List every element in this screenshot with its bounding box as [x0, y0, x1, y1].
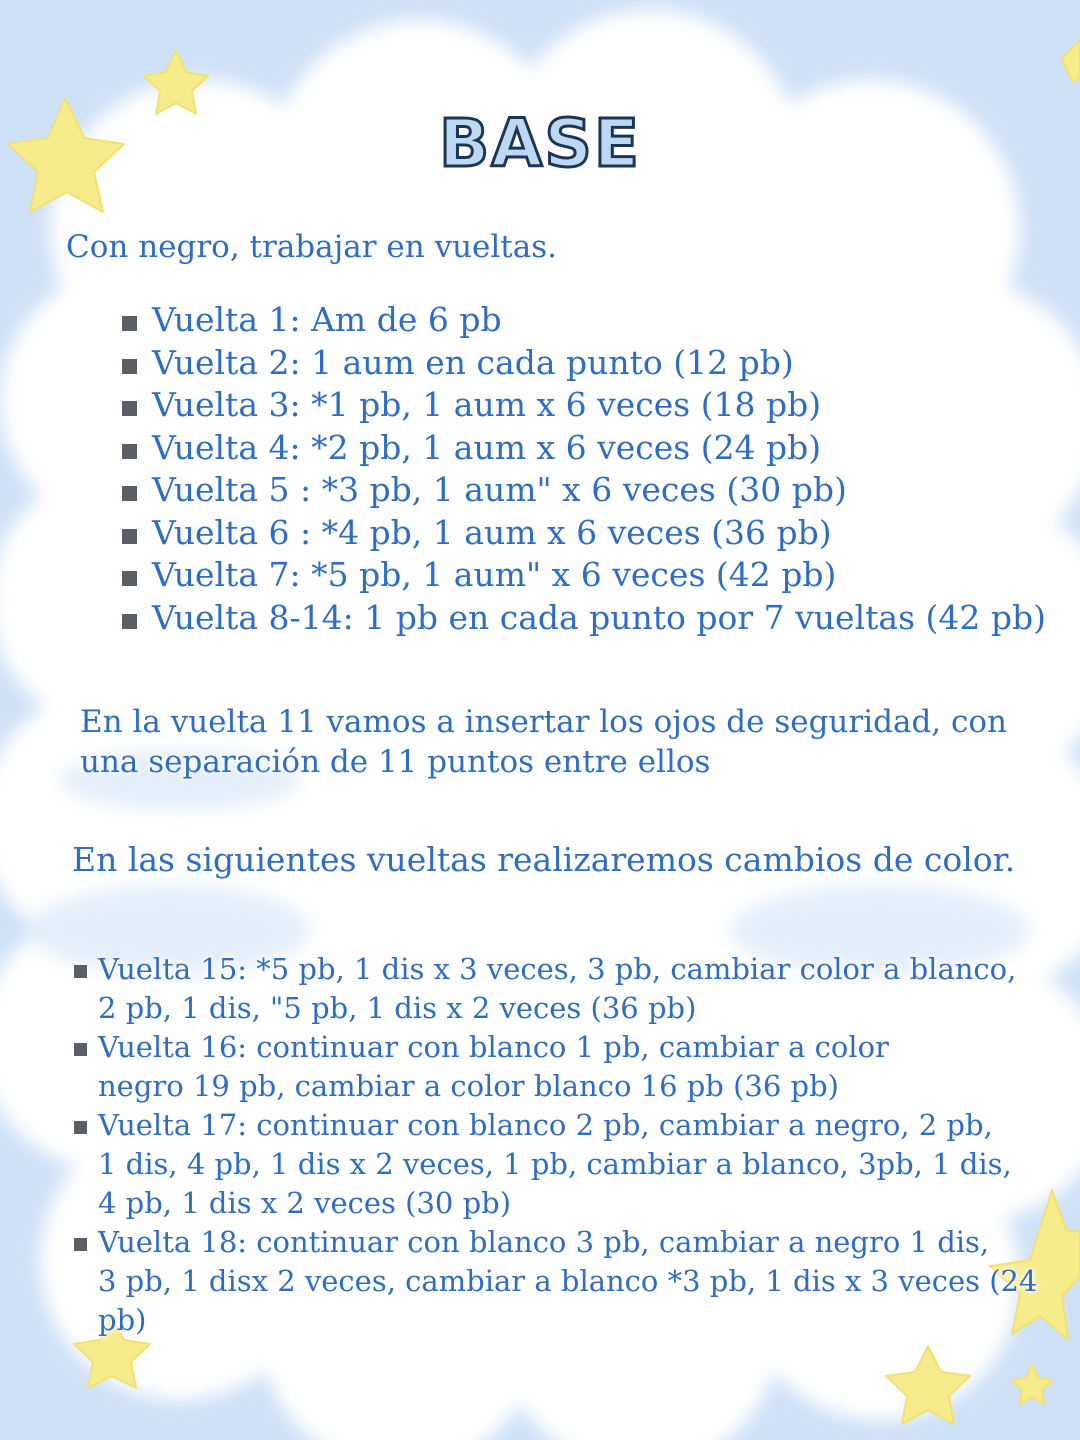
- rounds-list-b: [74, 950, 1064, 1340]
- list-item: Vuelta 2: 1 aum en cada punto (12 pb): [122, 342, 1046, 385]
- list-item-line: 2 pb, 1 dis, "5 pb, 1 dis x 2 veces (36 pb): [98, 991, 697, 1025]
- list-item: Vuelta 8-14: 1 pb en cada punto por 7 vueltas (42 pb): [122, 597, 1046, 640]
- list-item-line: 4 pb, 1 dis x 2 veces (30 pb): [98, 1186, 512, 1220]
- list-item: Vuelta 1: Am de 6 pb: [122, 299, 1046, 342]
- list-item: Vuelta 5 : *3 pb, 1 aum" x 6 veces (30 pb): [122, 469, 1046, 512]
- list-item-line: Vuelta 18: continuar con blanco 3 pb, cambiar a negro 1 dis,: [98, 1225, 990, 1259]
- list-item: Vuelta 3: *1 pb, 1 aum x 6 veces (18 pb): [122, 384, 1046, 427]
- list-item: Vuelta 7: *5 pb, 1 aum" x 6 veces (42 pb): [122, 554, 1046, 597]
- page-title: BASE: [438, 105, 641, 182]
- list-item: [74, 1028, 1064, 1106]
- list-item: [74, 1106, 1064, 1223]
- list-item-line: Vuelta 15: *5 pb, 1 dis x 3 veces, 3 pb, cambiar color a blanco,: [98, 952, 1017, 986]
- list-item-line: 1 dis, 4 pb, 1 dis x 2 veces, 1 pb, cambiar a blanco, 3pb, 1 dis,: [98, 1147, 1012, 1181]
- intro-text: Con negro, trabajar en vueltas.: [66, 229, 558, 265]
- list-item: Vuelta 6 : *4 pb, 1 aum x 6 veces (36 pb): [122, 512, 1046, 555]
- list-item: [74, 950, 1064, 1028]
- list-item-line: Vuelta 16: continuar con blanco 1 pb, cambiar a color: [98, 1030, 889, 1064]
- list-item-line: 3 pb, 1 disx 2 veces, cambiar a blanco *3 pb, 1 dis x 3 veces (24 pb): [98, 1264, 1038, 1337]
- list-item: [74, 1223, 1064, 1340]
- eyes-note: En la vuelta 11 vamos a insertar los ojos de seguridad, con una separación de 11 puntos entre ellos: [80, 704, 1008, 780]
- list-item-line: negro 19 pb, cambiar a color blanco 16 pb (36 pb): [98, 1069, 839, 1103]
- rounds-list-a: [122, 299, 1046, 639]
- list-item-line: Vuelta 17: continuar con blanco 2 pb, cambiar a negro, 2 pb,: [98, 1108, 993, 1142]
- color-change-note: En las siguientes vueltas realizaremos cambios de color.: [72, 840, 1016, 879]
- list-item: Vuelta 4: *2 pb, 1 aum x 6 veces (24 pb): [122, 427, 1046, 470]
